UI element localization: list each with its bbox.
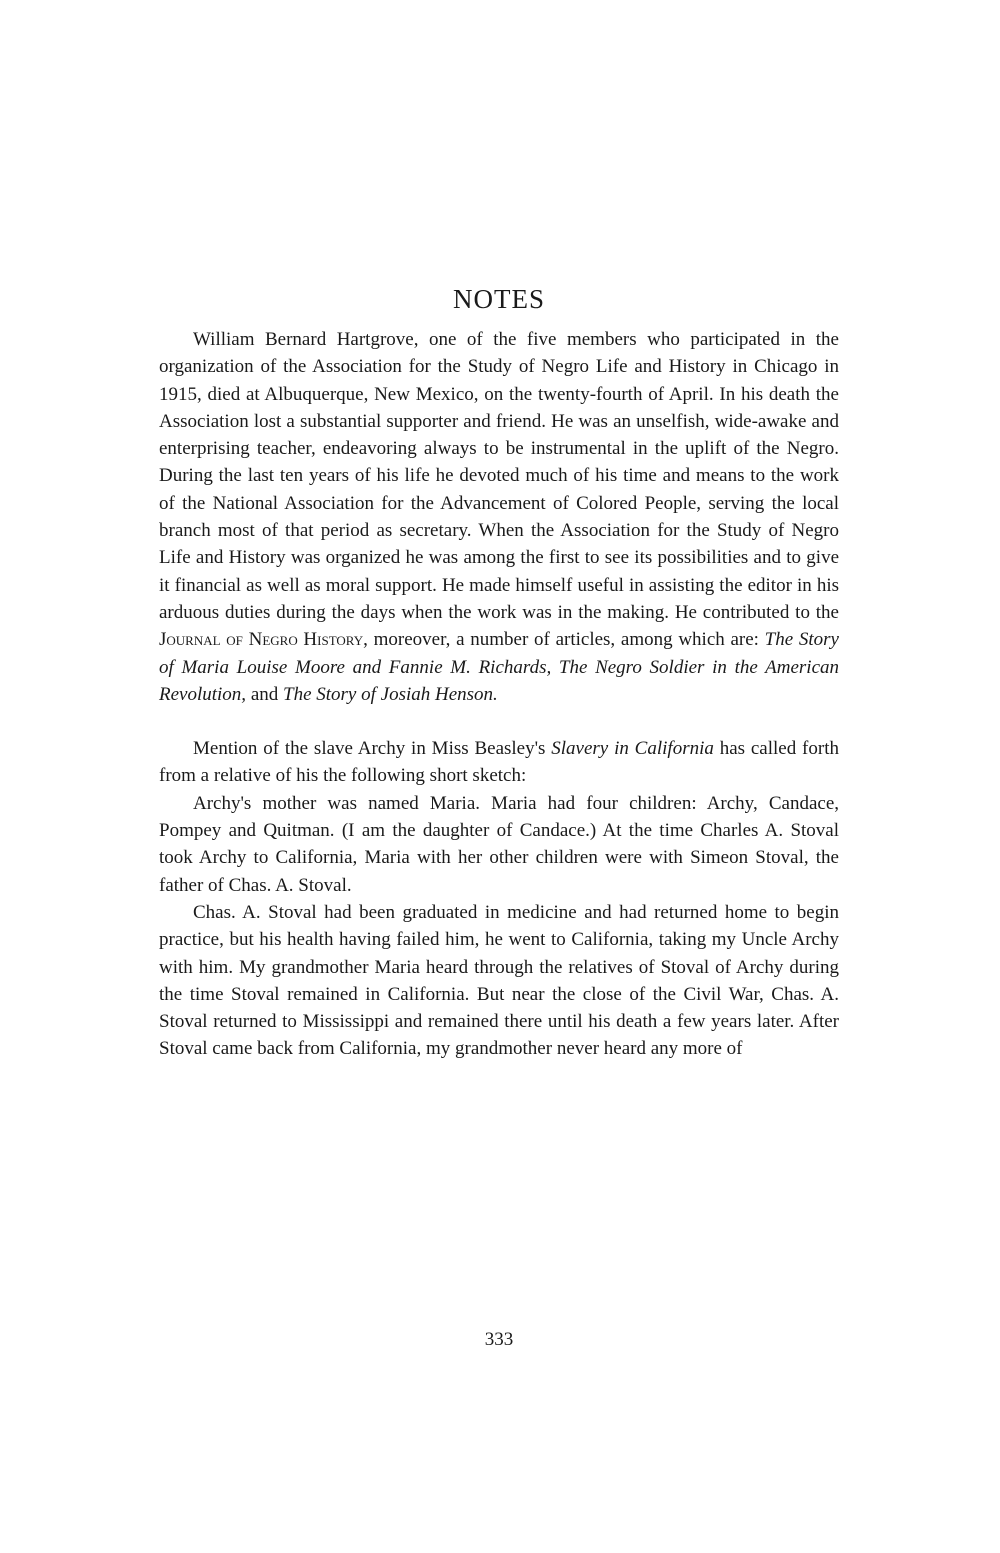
text-run: , moreover, a number of articles, among which are:	[363, 629, 765, 651]
text-run: Archy's mother was named Maria. Maria had four children: Archy, Candace, Pompey and Quitman. (I am the daughter of Candace.) At the time Charles A. Stoval took Archy to California, Maria with her other children were with Simeon Stoval, the father of Chas. A. Stoval.	[159, 792, 839, 896]
paragraph-hartgrove-obituary	[159, 326, 839, 708]
text-run: has called forth from a relative of his the following short sketch:	[159, 738, 839, 787]
book-title: Slavery in California	[551, 738, 714, 760]
article-titles: The Story of Maria Louise Moore and Fannie M. Richards, The Negro Soldier in the American Revolution,	[159, 629, 839, 705]
paragraph-stoval	[159, 899, 839, 1063]
text-run: Chas. A. Stoval had been graduated in medicine and had returned home to begin practice, but his health having failed him, he went to California, taking my Uncle Archy with him. My grandmother Maria heard through the relatives of Stoval of Archy during the time Stoval remained in California. But near the close of the Civil War, Chas. A. Stoval returned to Mississippi and remained there until his death a few years later. After Stoval came back from California, my grandmother never heard any more of	[159, 901, 839, 1060]
page-title: NOTES	[453, 284, 545, 314]
page-number: 333	[484, 1329, 514, 1350]
text-run: William Bernard Hartgrove, one of the five members who participated in the organization of the Association for the Study of Negro Life and History in Chicago in 1915, died at Albuquerque, New Mexico, on the twenty-fourth of April. In his death the Association lost a substantial supporter and friend. He was an unselfish, wide-awake and enterprising teacher, endeavoring always to be instrumental in the uplift of the Negro. During the last ten years of his life he devoted much of his time and means to the work of the National Association for the Advancement of Colored People, serving the local branch most of that period as secretary. When the Association for the Study of Negro Life and History was organized he was among the first to see its possibilities and to give it financial as well as moral support. He made himself useful in assisting the editor in his arduous duties during the days when the work was in the making. He contributed to the	[159, 329, 839, 623]
paragraph-archy-intro	[159, 735, 839, 790]
journal-title: Journal of Negro History	[159, 629, 364, 651]
paragraph-archy-mother	[159, 790, 839, 899]
notes-body	[159, 326, 839, 1063]
text-run: and	[246, 683, 283, 705]
text-run: Mention of the slave Archy in Miss Beasley's	[193, 738, 552, 760]
article-title-henson: The Story of Josiah Henson.	[283, 683, 498, 705]
section-gap	[159, 708, 839, 735]
document-page	[159, 0, 839, 1553]
